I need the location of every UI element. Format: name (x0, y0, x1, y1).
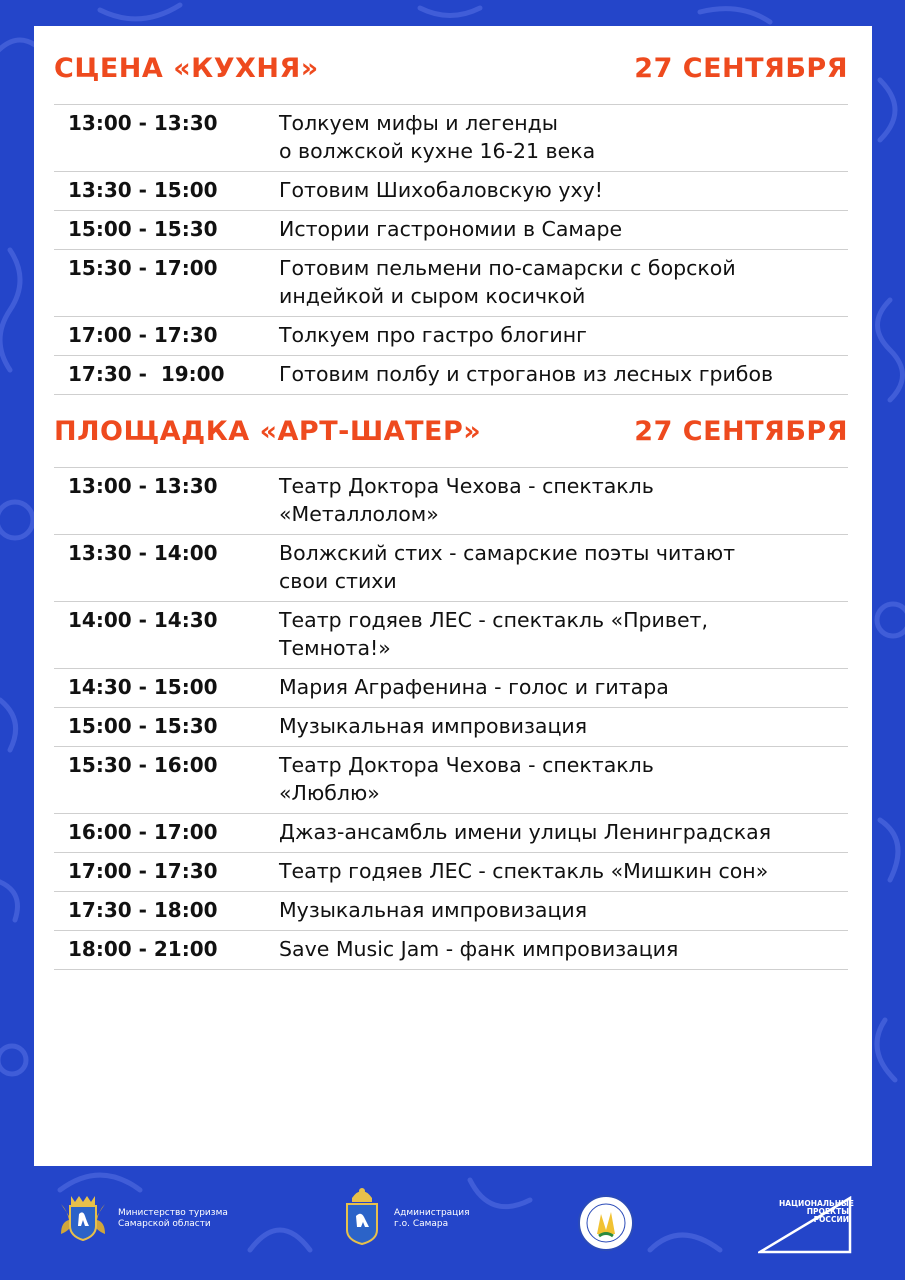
table-row (54, 669, 848, 708)
time-cell: 15:00 - 15:30 (68, 217, 218, 241)
table-row (54, 356, 848, 395)
event-cell: Истории гастрономии в Самаре (279, 217, 623, 241)
table-row (54, 814, 848, 853)
event-cell: Театр годяев ЛЕС - спектакль «Мишкин сон» (279, 859, 769, 883)
table-row (54, 105, 848, 172)
section-date: 27 СЕНТЯБРЯ (634, 415, 848, 447)
event-cell: Готовим полбу и строганов из лесных грибов (279, 362, 774, 386)
event-cell: Волжский стих - самарские поэты читают свои стихи (279, 541, 736, 593)
city-admin-logo (342, 1186, 470, 1250)
table-row (54, 602, 848, 669)
table-row (54, 708, 848, 747)
event-cell: Музыкальная импровизация (279, 898, 588, 922)
section-kitchen (54, 32, 848, 395)
footer-logos (0, 1166, 905, 1280)
time-cell: 13:00 - 13:30 (68, 474, 218, 498)
table-row (54, 172, 848, 211)
city-admin-label: Администрация г.о. Самара (394, 1208, 470, 1229)
time-cell: 17:30 - 18:00 (68, 898, 218, 922)
table-row (54, 892, 848, 931)
ministry-label: Министерство туризма Самарской области (118, 1208, 228, 1229)
section-header (54, 395, 848, 467)
ministry-logo (55, 1188, 230, 1244)
schedule-table (54, 467, 848, 970)
event-cell: Толкуем про гастро блогинг (279, 323, 587, 347)
section-date: 27 СЕНТЯБРЯ (634, 52, 848, 84)
event-cell: Театр Доктора Чехова - спектакль «Металлолом» (279, 474, 654, 526)
table-row (54, 317, 848, 356)
time-cell: 14:30 - 15:00 (68, 675, 218, 699)
table-row (54, 747, 848, 814)
event-cell: Готовим пельмени по-самарски с борской индейкой и сыром косичкой (279, 256, 736, 308)
time-cell: 13:30 - 15:00 (68, 178, 218, 202)
table-row (54, 931, 848, 970)
event-cell: Театр годяев ЛЕС - спектакль «Привет, Темнота!» (279, 608, 709, 660)
table-row (54, 853, 848, 892)
national-projects-logo (758, 1196, 853, 1254)
schedule-table (54, 104, 848, 395)
schedule-card (34, 26, 872, 1166)
time-cell: 17:00 - 17:30 (68, 323, 218, 347)
time-cell: 15:00 - 15:30 (68, 714, 218, 738)
embankment-seal (577, 1194, 635, 1252)
samara-region-coat-of-arms-icon (55, 1188, 111, 1244)
event-cell: Толкуем мифы и легенды о волжской кухне 16-21 века (279, 111, 596, 163)
time-cell: 17:00 - 17:30 (68, 859, 218, 883)
table-row (54, 468, 848, 535)
event-cell: Театр Доктора Чехова - спектакль «Люблю» (279, 753, 654, 805)
samara-city-coat-of-arms-icon (342, 1186, 382, 1248)
event-cell: Save Music Jam - фанк импровизация (279, 937, 679, 961)
table-row (54, 535, 848, 602)
event-cell: Мария Аграфенина - голос и гитара (279, 675, 669, 699)
embankment-seal-icon (577, 1194, 635, 1252)
event-cell: Готовим Шихобаловскую уху! (279, 178, 603, 202)
event-cell: Джаз-ансамбль имени улицы Ленинградская (279, 820, 772, 844)
time-cell: 14:00 - 14:30 (68, 608, 218, 632)
time-cell: 13:30 - 14:00 (68, 541, 218, 565)
time-cell: 18:00 - 21:00 (68, 937, 218, 961)
national-projects-label: НАЦИОНАЛЬНЫЕ ПРОЕКТЫ РОССИИ (779, 1199, 854, 1224)
time-cell: 13:00 - 13:30 (68, 111, 218, 135)
section-title: СЦЕНА «КУХНЯ» (54, 52, 319, 84)
time-cell: 16:00 - 17:00 (68, 820, 218, 844)
table-row (54, 250, 848, 317)
section-art-tent (54, 395, 848, 970)
time-cell: 15:30 - 16:00 (68, 753, 218, 777)
section-header (54, 32, 848, 104)
time-cell: 15:30 - 17:00 (68, 256, 218, 280)
section-title: ПЛОЩАДКА «АРТ-ШАТЕР» (54, 415, 482, 447)
table-row (54, 211, 848, 250)
time-cell: 17:30 - 19:00 (68, 362, 225, 386)
event-cell: Музыкальная импровизация (279, 714, 588, 738)
